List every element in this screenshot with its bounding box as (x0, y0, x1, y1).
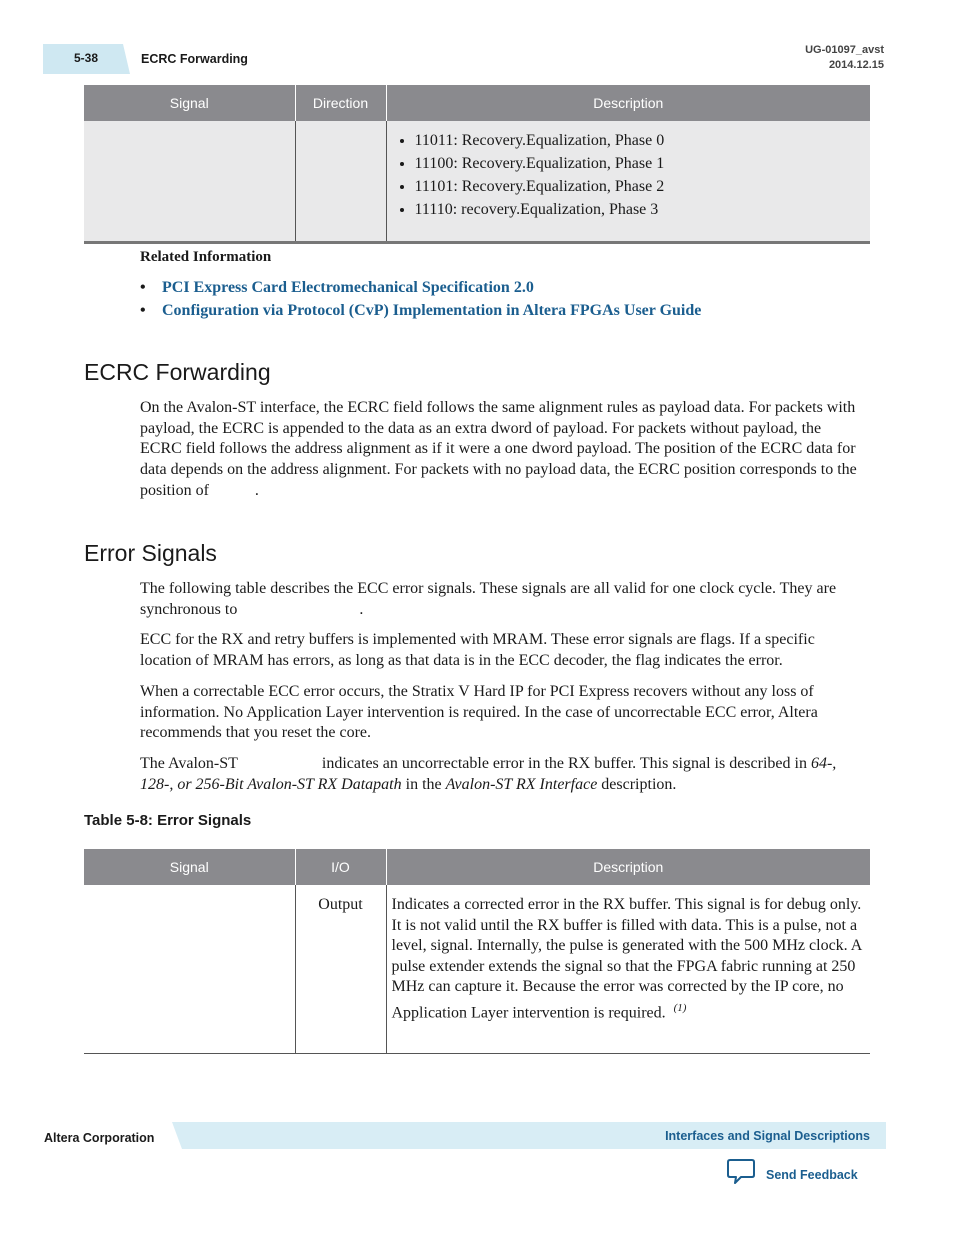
table-caption: Table 5-8: Error Signals (84, 812, 252, 829)
list-item: • 11101: Recovery.Equalization, Phase 2 (415, 175, 865, 198)
ecrc-paragraph (140, 398, 866, 502)
errors-p1-period: . (359, 600, 364, 618)
p4-mid: indicates an uncorrectable error in the RX buffer. This signal is described in (321, 755, 807, 772)
link-text[interactable]: PCI Express Card Electromechanical Specification 2.0 (162, 279, 534, 296)
related-links (140, 276, 701, 322)
column-header-description: Description (386, 849, 870, 885)
description-cell (386, 885, 870, 1054)
ecrc-period: . (254, 481, 259, 499)
column-header-io: I/O (295, 849, 386, 885)
signal-cell (84, 121, 295, 243)
footer-chapter-link[interactable]: Interfaces and Signal Descriptions (665, 1129, 870, 1143)
column-header-description: Description (386, 85, 870, 121)
table-row (84, 121, 870, 243)
speech-bubble-icon (726, 1158, 756, 1191)
errors-p1-text: The following table describes the ECC error signals. These signals are all valid for one clock cycle. They are synchronous to (140, 580, 837, 618)
errors-paragraph-1 (140, 579, 866, 620)
link-text[interactable]: Configuration via Protocol (CvP) Implementation in Altera FPGAs User Guide (162, 302, 702, 319)
state-list (393, 129, 865, 221)
running-title: ECRC Forwarding (141, 52, 248, 66)
p4-end: description. (601, 775, 677, 793)
errors-paragraph-2: ECC for the RX and retry buffers is implemented with MRAM. These error signals are flags. If a specific location of MRAM has errors, as long as that data is in the ECC decoder, the flag indicates the error. (140, 631, 815, 669)
column-header-signal: Signal (84, 849, 295, 885)
signal-cell (84, 885, 295, 1054)
document-id-code: UG-01097_avst (805, 44, 884, 56)
related-information-heading: Related Information (140, 249, 272, 265)
errors-paragraph-3: When a correctable ECC error occurs, the Stratix V Hard IP for PCI Express recovers without any loss of information. No Application Layer intervention is required. In the case of uncorrectable ECC error, Altera recommends that you reset the core. (140, 683, 818, 742)
p4-ref-datapath: 64-, 128-, or 256-Bit Avalon-ST RX Datapath (140, 755, 837, 793)
error-signals-table (84, 849, 870, 1054)
section-heading-ecrc: ECRC Forwarding (84, 359, 271, 385)
column-header-signal: Signal (84, 85, 295, 121)
direction-cell (295, 121, 386, 243)
send-feedback-button[interactable] (726, 1158, 858, 1191)
link-pcie-cem-spec[interactable]: • PCI Express Card Electromechanical Specification 2.0 (140, 279, 534, 296)
signal-table-continued (84, 85, 870, 244)
send-feedback-label[interactable]: Send Feedback (766, 1167, 858, 1182)
footer-company: Altera Corporation (44, 1131, 155, 1145)
column-header-direction: Direction (295, 85, 386, 121)
io-cell: Output (295, 885, 386, 1054)
document-date: 2014.12.15 (828, 59, 884, 71)
ecrc-text: On the Avalon-ST interface, the ECRC field follows the same alignment rules as payload data. For packets with payload, the ECRC is appended to the data as an extra dword of payload. For packets without payload, the ECRC field follows the address alignment as if it were a one dword payload. The position of the ECRC data for data depends on the address alignment. For packets with no payload data, the ECRC position corresponds to the position of (140, 399, 857, 499)
page-number: 5-38 (74, 51, 99, 65)
link-cvp-user-guide[interactable]: • Configuration via Protocol (CvP) Implementation in Altera FPGAs User Guide (140, 302, 702, 319)
p4-start: The Avalon-ST (140, 755, 238, 772)
list-item: • 11100: Recovery.Equalization, Phase 1 (415, 152, 865, 175)
list-item: • 11110: recovery.Equalization, Phase 3 (415, 198, 865, 221)
document-id (805, 43, 884, 73)
list-item: • 11011: Recovery.Equalization, Phase 0 (415, 129, 865, 152)
table-row (84, 885, 870, 1054)
footnote-marker[interactable]: (1) (673, 1001, 687, 1014)
p4-ref-interface: Avalon-ST RX Interface (445, 775, 598, 793)
description-cell (386, 121, 870, 243)
description-text: Indicates a corrected error in the RX buffer. This signal is for debug only. It is not valid until the RX buffer is filled with data. This is a pulse, not a level, signal. Internally, the pulse is generated with the 500 MHz clock. A pulse extender extends the signal so that the FPGA fabric running at 250 MHz can capture it. Because the error was corrected by the IP core, no Application Layer intervention is required. (391, 896, 862, 1021)
section-heading-errors: Error Signals (84, 540, 217, 566)
errors-paragraph-4 (140, 754, 866, 795)
p4-in: in the (405, 775, 442, 793)
